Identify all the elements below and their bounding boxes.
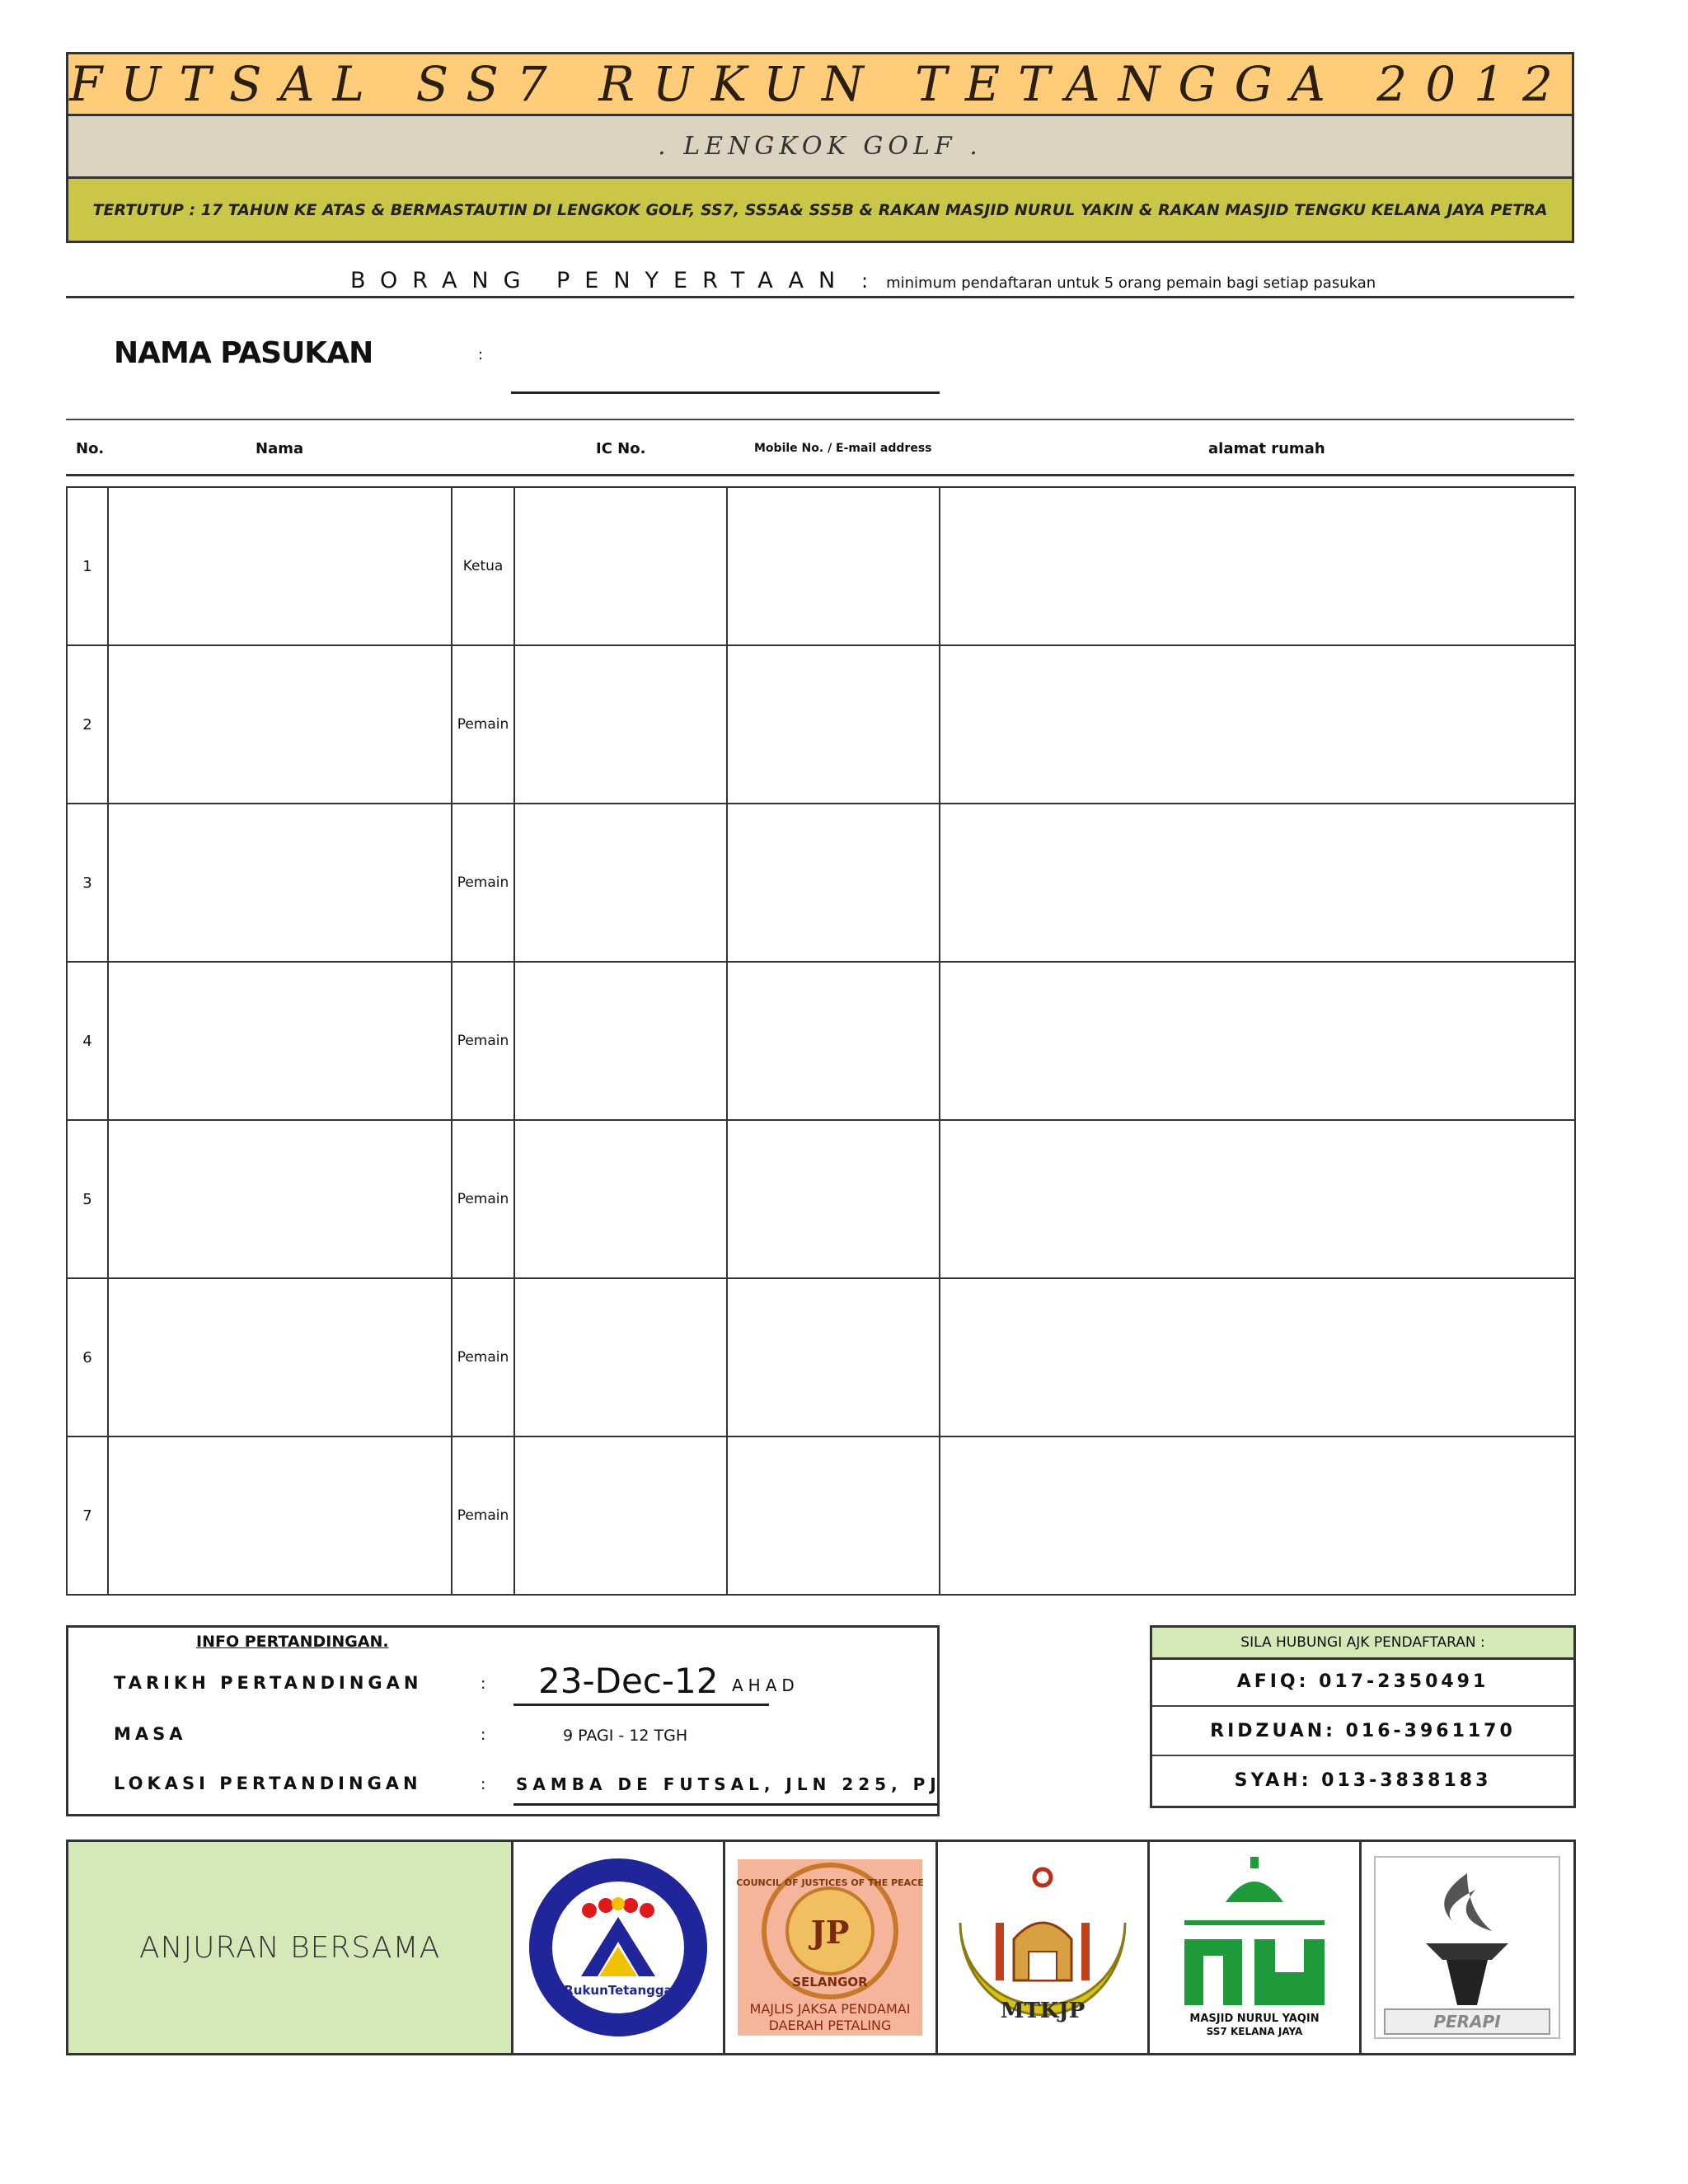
player-role: Pemain	[452, 962, 514, 1120]
svg-text:MTKJP: MTKJP	[1000, 1999, 1085, 2023]
date-value: 23-Dec-12	[538, 1661, 719, 1701]
player-role: Pemain	[452, 1120, 514, 1278]
player-ic-field[interactable]	[514, 804, 727, 962]
team-name-colon: :	[478, 346, 484, 363]
location-underline	[513, 1803, 938, 1806]
form-heading	[66, 265, 1574, 298]
player-address-field[interactable]	[940, 962, 1575, 1120]
player-number: 6	[67, 1278, 108, 1436]
mtkjp-icon	[940, 1849, 1146, 2046]
svg-text:DAERAH PETALING: DAERAH PETALING	[769, 2018, 892, 2033]
match-info-box	[66, 1625, 940, 1816]
player-ic-field[interactable]	[514, 1436, 727, 1595]
player-address-field[interactable]	[940, 645, 1575, 804]
masjid-nurul-yaqin-logo	[1150, 1842, 1362, 2053]
player-role: Pemain	[452, 804, 514, 962]
player-mobile-field[interactable]	[727, 804, 940, 962]
table-row	[67, 645, 1575, 804]
svg-text:JP: JP	[811, 1914, 850, 1951]
jp-selangor-logo	[725, 1842, 937, 2053]
player-mobile-field[interactable]	[727, 962, 940, 1120]
eligibility-text: TERTUTUP : 17 TAHUN KE ATAS & BERMASTAUTIN DI LENGKOK GOLF, SS7, SS5A& SS5B & RAKAN MASJID NURUL YAKIN & RAKAN MASJID TENGKU KELANA JAYA PETRA	[92, 200, 1548, 219]
player-mobile-field[interactable]	[727, 1436, 940, 1595]
event-subtitle: . LENGKOK GOLF .	[658, 132, 982, 161]
rukun-tetangga-logo	[513, 1842, 725, 2053]
rukun-tetangga-icon	[523, 1853, 713, 2042]
col-mobile: Mobile No. / E-mail address	[754, 442, 932, 455]
player-number: 2	[67, 645, 108, 804]
location-label: LOKASI PERTANDINGAN	[114, 1774, 422, 1793]
table-row	[67, 1120, 1575, 1278]
col-address: alamat rumah	[1208, 440, 1325, 457]
player-name-field[interactable]	[108, 487, 452, 645]
player-role: Pemain	[452, 645, 514, 804]
player-address-field[interactable]	[940, 487, 1575, 645]
title-band	[66, 52, 1574, 116]
date-colon: :	[481, 1675, 486, 1693]
match-info-title: INFO PERTANDINGAN.	[196, 1633, 389, 1651]
player-number: 3	[67, 804, 108, 962]
organizers-strip	[66, 1840, 1576, 2055]
player-mobile-field[interactable]	[727, 1278, 940, 1436]
player-number: 1	[67, 487, 108, 645]
player-role: Pemain	[452, 1278, 514, 1436]
player-table	[66, 486, 1576, 1596]
player-ic-field[interactable]	[514, 1278, 727, 1436]
player-address-field[interactable]	[940, 1436, 1575, 1595]
perapi-icon	[1368, 1853, 1566, 2042]
organizers-label-cell	[68, 1842, 513, 2053]
player-number: 7	[67, 1436, 108, 1595]
svg-text:SELANGOR: SELANGOR	[792, 1975, 869, 1990]
table-row	[67, 804, 1575, 962]
player-number: 4	[67, 962, 108, 1120]
eligibility-band	[66, 179, 1574, 243]
form-note: : minimum pendaftaran untuk 5 orang pemain bagi setiap pasukan	[861, 269, 1376, 293]
time-label: MASA	[114, 1724, 187, 1744]
svg-text:PERAPI: PERAPI	[1433, 2012, 1502, 2032]
team-name-label: NAMA PASUKAN	[114, 336, 373, 370]
player-mobile-field[interactable]	[727, 487, 940, 645]
time-colon: :	[481, 1726, 486, 1744]
contact-box	[1150, 1625, 1576, 1808]
player-address-field[interactable]	[940, 804, 1575, 962]
location-value: SAMBA DE FUTSAL, JLN 225, PJ	[516, 1774, 941, 1794]
player-ic-field[interactable]	[514, 487, 727, 645]
player-name-field[interactable]	[108, 804, 452, 962]
table-row	[67, 962, 1575, 1120]
location-colon: :	[481, 1775, 486, 1793]
day-value: AHAD	[732, 1675, 799, 1695]
player-mobile-field[interactable]	[727, 645, 940, 804]
date-underline	[513, 1704, 769, 1706]
player-name-field[interactable]	[108, 1120, 452, 1278]
form-heading-b: PENYERTAAN	[556, 268, 851, 293]
player-address-field[interactable]	[940, 1120, 1575, 1278]
player-name-field[interactable]	[108, 1278, 452, 1436]
col-name: Nama	[256, 440, 304, 457]
organizers-label: ANJURAN BERSAMA	[138, 1930, 441, 1965]
svg-text:COUNCIL OF JUSTICES OF THE PEA: COUNCIL OF JUSTICES OF THE PEACE	[736, 1877, 925, 1888]
column-header	[66, 419, 1574, 476]
table-row	[67, 1436, 1575, 1595]
table-row	[67, 487, 1575, 645]
contact-syah: SYAH: 013-3838183	[1234, 1769, 1492, 1791]
event-title: FUTSAL SS7 RUKUN TETANGGA 2012	[69, 56, 1571, 112]
perapi-logo	[1362, 1842, 1573, 2053]
col-no: No.	[76, 440, 105, 457]
player-name-field[interactable]	[108, 962, 452, 1120]
player-ic-field[interactable]	[514, 962, 727, 1120]
svg-text:MASJID NURUL YAQIN: MASJID NURUL YAQIN	[1189, 2013, 1320, 2025]
player-name-field[interactable]	[108, 645, 452, 804]
subtitle-band	[66, 116, 1574, 179]
player-role: Pemain	[452, 1436, 514, 1595]
jp-selangor-icon	[731, 1853, 929, 2042]
table-row	[67, 1278, 1575, 1436]
player-address-field[interactable]	[940, 1278, 1575, 1436]
svg-text:RukunTetangga: RukunTetangga	[564, 1983, 673, 1998]
team-name-field[interactable]	[511, 391, 940, 394]
player-ic-field[interactable]	[514, 645, 727, 804]
time-value: 9 PAGI - 12 TGH	[563, 1727, 688, 1745]
player-role: Ketua	[452, 487, 514, 645]
player-name-field[interactable]	[108, 1436, 452, 1595]
mtkjp-logo	[938, 1842, 1150, 2053]
contact-afiq: AFIQ: 017-2350491	[1152, 1657, 1573, 1707]
svg-text:SS7 KELANA JAYA: SS7 KELANA JAYA	[1206, 2026, 1303, 2037]
masjid-nurul-yaqin-icon	[1172, 1849, 1337, 2046]
contact-ridzuan: RIDZUAN: 016-3961170	[1152, 1707, 1573, 1756]
svg-text:MAJLIS JAKSA PENDAMAI: MAJLIS JAKSA PENDAMAI	[750, 2001, 911, 2017]
form-heading-a: BORANG	[350, 268, 536, 293]
player-ic-field[interactable]	[514, 1120, 727, 1278]
player-number: 5	[67, 1120, 108, 1278]
col-ic: IC No.	[596, 440, 646, 457]
date-label: TARIKH PERTANDINGAN	[114, 1673, 423, 1693]
contact-heading: SILA HUBUNGI AJK PENDAFTARAN :	[1152, 1628, 1573, 1660]
player-mobile-field[interactable]	[727, 1120, 940, 1278]
